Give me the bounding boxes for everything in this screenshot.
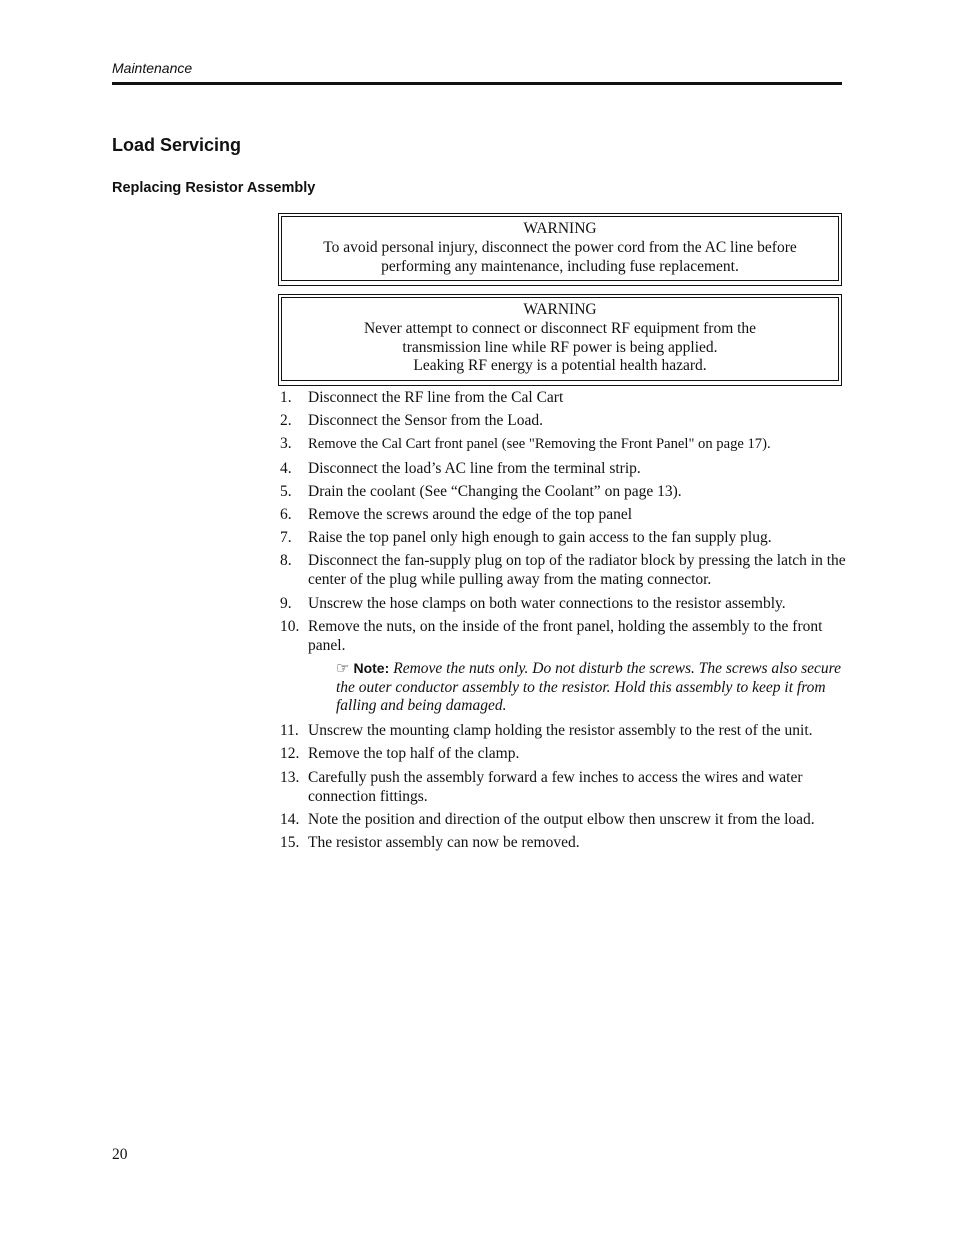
step-number: 5. xyxy=(280,482,292,500)
list-item xyxy=(278,505,850,524)
running-header-label: Maintenance xyxy=(112,60,193,76)
step-text: Disconnect the load’s AC line from the terminal strip. xyxy=(308,459,641,477)
list-item xyxy=(278,459,850,478)
step-number: 11. xyxy=(280,722,299,740)
warning-text-line: transmission line while RF power is being applied. xyxy=(402,338,718,356)
step-number: 4. xyxy=(280,459,292,477)
step-text: Disconnect the RF line from the Cal Cart xyxy=(308,389,564,406)
list-item xyxy=(278,768,850,806)
warning-box-inner xyxy=(281,216,839,281)
warning-title: WARNING xyxy=(523,301,597,318)
step-text: Remove the Cal Cart front panel (see "Removing the Front Panel" on page 17). xyxy=(308,436,771,453)
list-item xyxy=(278,617,850,655)
warning-box xyxy=(278,213,842,286)
procedure-steps-list xyxy=(278,388,850,856)
step-text: Note the position and direction of the output elbow then unscrew it from the load. xyxy=(308,810,815,828)
list-item xyxy=(278,721,850,740)
section-title: Load Servicing xyxy=(112,135,242,155)
step-text: Disconnect the fan-supply plug on top of the radiator block by pressing the latch in the center of the plug while pulling away from the mating connector. xyxy=(308,552,846,589)
header-rule xyxy=(112,82,842,85)
step-text: Drain the coolant (See “Changing the Coolant” on page 13). xyxy=(308,482,682,500)
step-text: The resistor assembly can now be removed. xyxy=(308,834,580,852)
step-number: 15. xyxy=(280,834,300,852)
step-text: Remove the top half of the clamp. xyxy=(308,745,520,763)
step-text: Remove the screws around the edge of the top panel xyxy=(308,505,633,523)
note-callout xyxy=(336,659,850,716)
list-item xyxy=(278,833,850,852)
warning-text-line: To avoid personal injury, disconnect the power cord from the AC line before xyxy=(323,238,797,256)
list-item xyxy=(278,744,850,763)
step-number: 3. xyxy=(280,435,292,453)
step-text: Unscrew the hose clamps on both water connections to the resistor assembly. xyxy=(308,594,786,612)
step-number: 2. xyxy=(280,412,292,430)
step-number: 9. xyxy=(280,594,292,612)
step-text: Unscrew the mounting clamp holding the resistor assembly to the rest of the unit. xyxy=(308,722,813,740)
list-item xyxy=(278,528,850,547)
note-label: Note: xyxy=(353,659,390,676)
step-text: Raise the top panel only high enough to gain access to the fan supply plug. xyxy=(308,529,772,547)
list-item xyxy=(278,810,850,829)
step-number: 6. xyxy=(280,505,292,523)
step-number: 7. xyxy=(280,529,292,547)
list-item xyxy=(278,551,850,589)
step-text: Carefully push the assembly forward a few inches to access the wires and water connection fittings. xyxy=(308,768,803,805)
warning-text-line: performing any maintenance, including fuse replacement. xyxy=(381,257,739,275)
warning-text-line: Never attempt to connect or disconnect RF equipment from the xyxy=(363,319,757,337)
list-item xyxy=(278,434,850,454)
warning-title: WARNING xyxy=(523,220,597,237)
pointing-hand-icon: ☞ xyxy=(336,660,350,677)
step-number: 13. xyxy=(280,768,300,786)
step-number: 10. xyxy=(280,617,300,635)
note-text: Remove the nuts only. Do not disturb the screws. The screws also secure the outer conductor assembly to the resistor. Hold this assembly to keep it from falling and being damaged. xyxy=(336,659,841,715)
warning-box xyxy=(278,294,842,386)
warning-box-inner xyxy=(281,297,839,381)
step-number: 14. xyxy=(280,810,300,828)
list-item xyxy=(278,388,850,407)
list-item xyxy=(278,411,850,430)
page-number: 20 xyxy=(112,1146,128,1163)
step-text: Remove the nuts, on the inside of the front panel, holding the assembly to the front panel. xyxy=(308,617,823,654)
list-item xyxy=(278,482,850,501)
subsection-title: Replacing Resistor Assembly xyxy=(112,180,316,196)
list-item xyxy=(278,594,850,613)
step-number: 8. xyxy=(280,552,292,570)
warning-text-line: Leaking RF energy is a potential health hazard. xyxy=(413,357,707,375)
step-number: 1. xyxy=(280,389,292,406)
step-text: Disconnect the Sensor from the Load. xyxy=(308,412,544,430)
step-number: 12. xyxy=(280,745,300,763)
